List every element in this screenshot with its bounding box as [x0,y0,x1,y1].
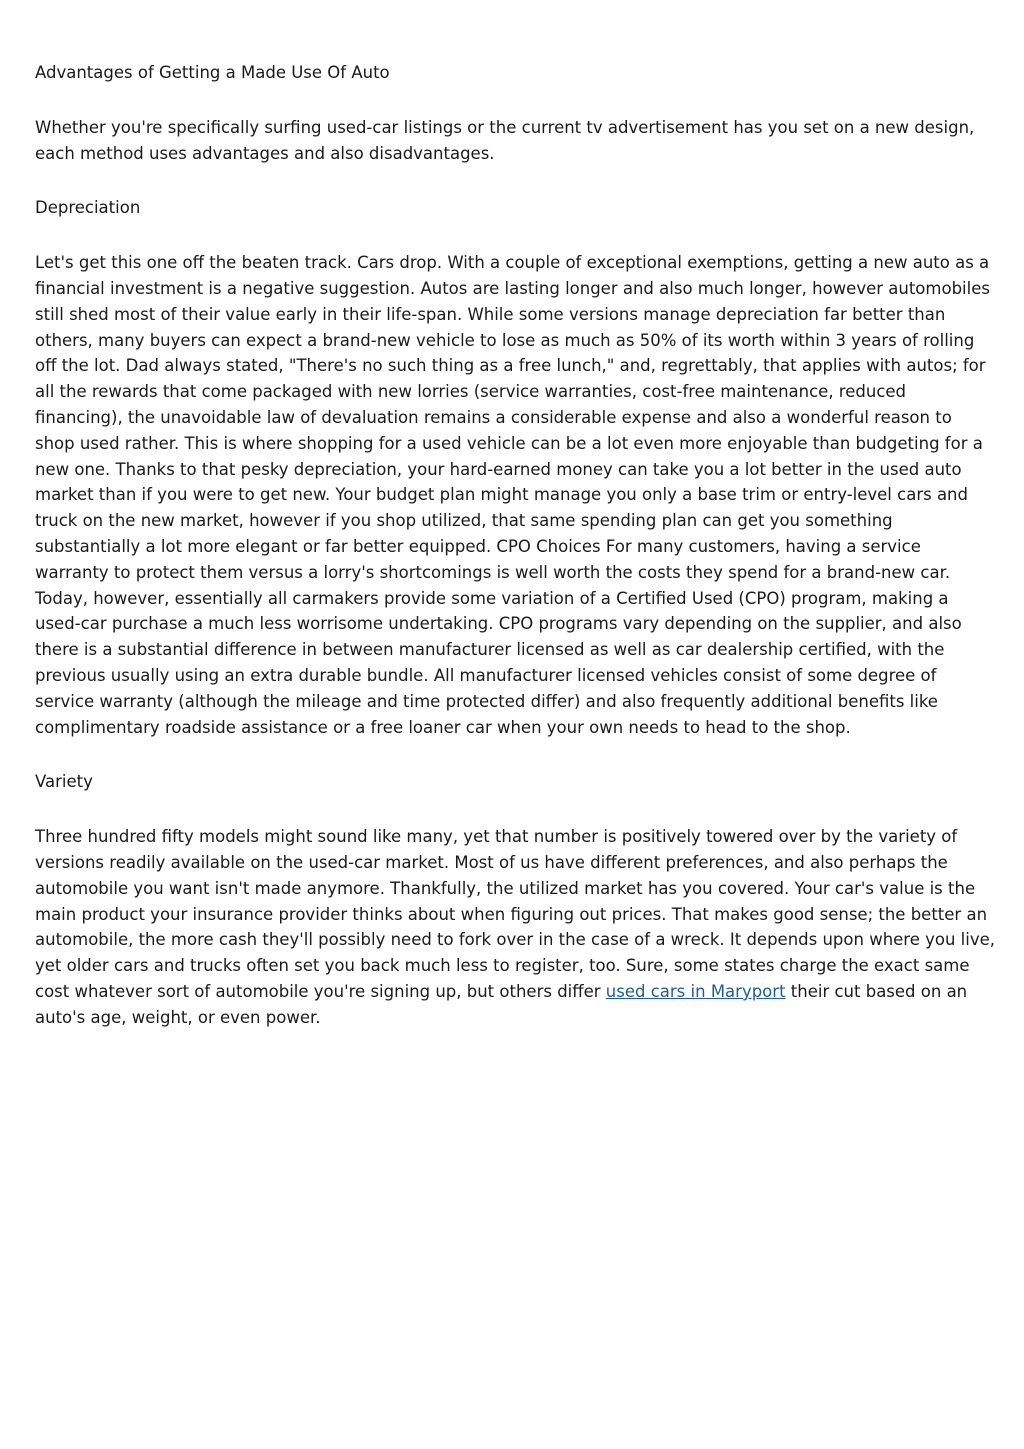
section-body-variety [35,824,995,1030]
intro-paragraph: Whether you're specifically surfing used-car listings or the current tv advertisement has you set on a new design, each method uses advantages and also disadvantages. [35,117,975,163]
used-cars-maryport-link[interactable]: used cars in Maryport [605,981,786,1001]
variety-text-before-link: Three hundred fifty models might sound like many, yet that number is positively towered over by the variety of versions readily available on the used-car market. Most of us have different preferences, and also perhaps the automobile you want isn't made anymore. Thankfully, the utilized market has you covered. Your car's value is the main product your insurance provider thinks about when figuring out prices. That makes good sense; the better an automobile, the more cash they'll possibly need to fork over in the case of a wreck. It depends upon where you live, yet older cars and trucks often set you back much less to register, too. Sure, some states charge the exact same cost whatever sort of automobile you're signing up, but others differ [35,827,996,1001]
section-heading-variety: Variety [35,772,93,792]
section-heading-depreciation: Depreciation [35,198,141,218]
section-body-depreciation: Let's get this one off the beaten track. Cars drop. With a couple of exceptional exemptions, getting a new auto as a financial investment is a negative suggestion. Autos are lasting longer and also much longer, however automobiles still shed most of their value early in their life-span. While some versions manage depreciation far better than others, many buyers can expect a brand-new vehicle to lose as much as 50% of its worth within 3 years of rolling off the lot. Dad always stated, "There's no such thing as a free lunch," and, regrettably, that applies with autos; for all the rewards that come packaged with new lorries (service warranties, cost-free maintenance, reduced financing), the unavoidable law of devaluation remains a considerable expense and also a wonderful reason to shop used rather. This is where shopping for a used vehicle can be a lot even more enjoyable than budgeting for a new one. Thanks to that pesky depreciation, your hard-earned money can take you a lot better in the used auto market than if you were to get new. Your budget plan might manage you only a base trim or entry-level cars and truck on the new market, however if you shop utilized, that same spending plan can get you something substantially a lot more elegant or far better equipped. CPO Choices For many customers, having a service warranty to protect them versus a lorry's shortcomings is well worth the costs they spend for a brand-new car. Today, however, essentially all carmakers provide some variation of a Certified Used (CPO) program, making a used-car purchase a much less worrisome undertaking. CPO programs vary depending on the supplier, and also there is a substantial difference in between manufacturer licensed as well as car dealership certified, with the previous usually using an extra durable bundle. All manufacturer licensed vehicles consist of some degree of service warranty (although the mileage and time protected differ) and also frequently additional benefits like complimentary roadside assistance or a free loaner car when your own needs to head to the shop. [35,253,990,737]
document-title: Advantages of Getting a Made Use Of Auto [35,63,390,82]
variety-text-after-link: their cut based on an auto's age, weight, or even power. [35,981,968,1027]
document-page [35,60,995,1060]
